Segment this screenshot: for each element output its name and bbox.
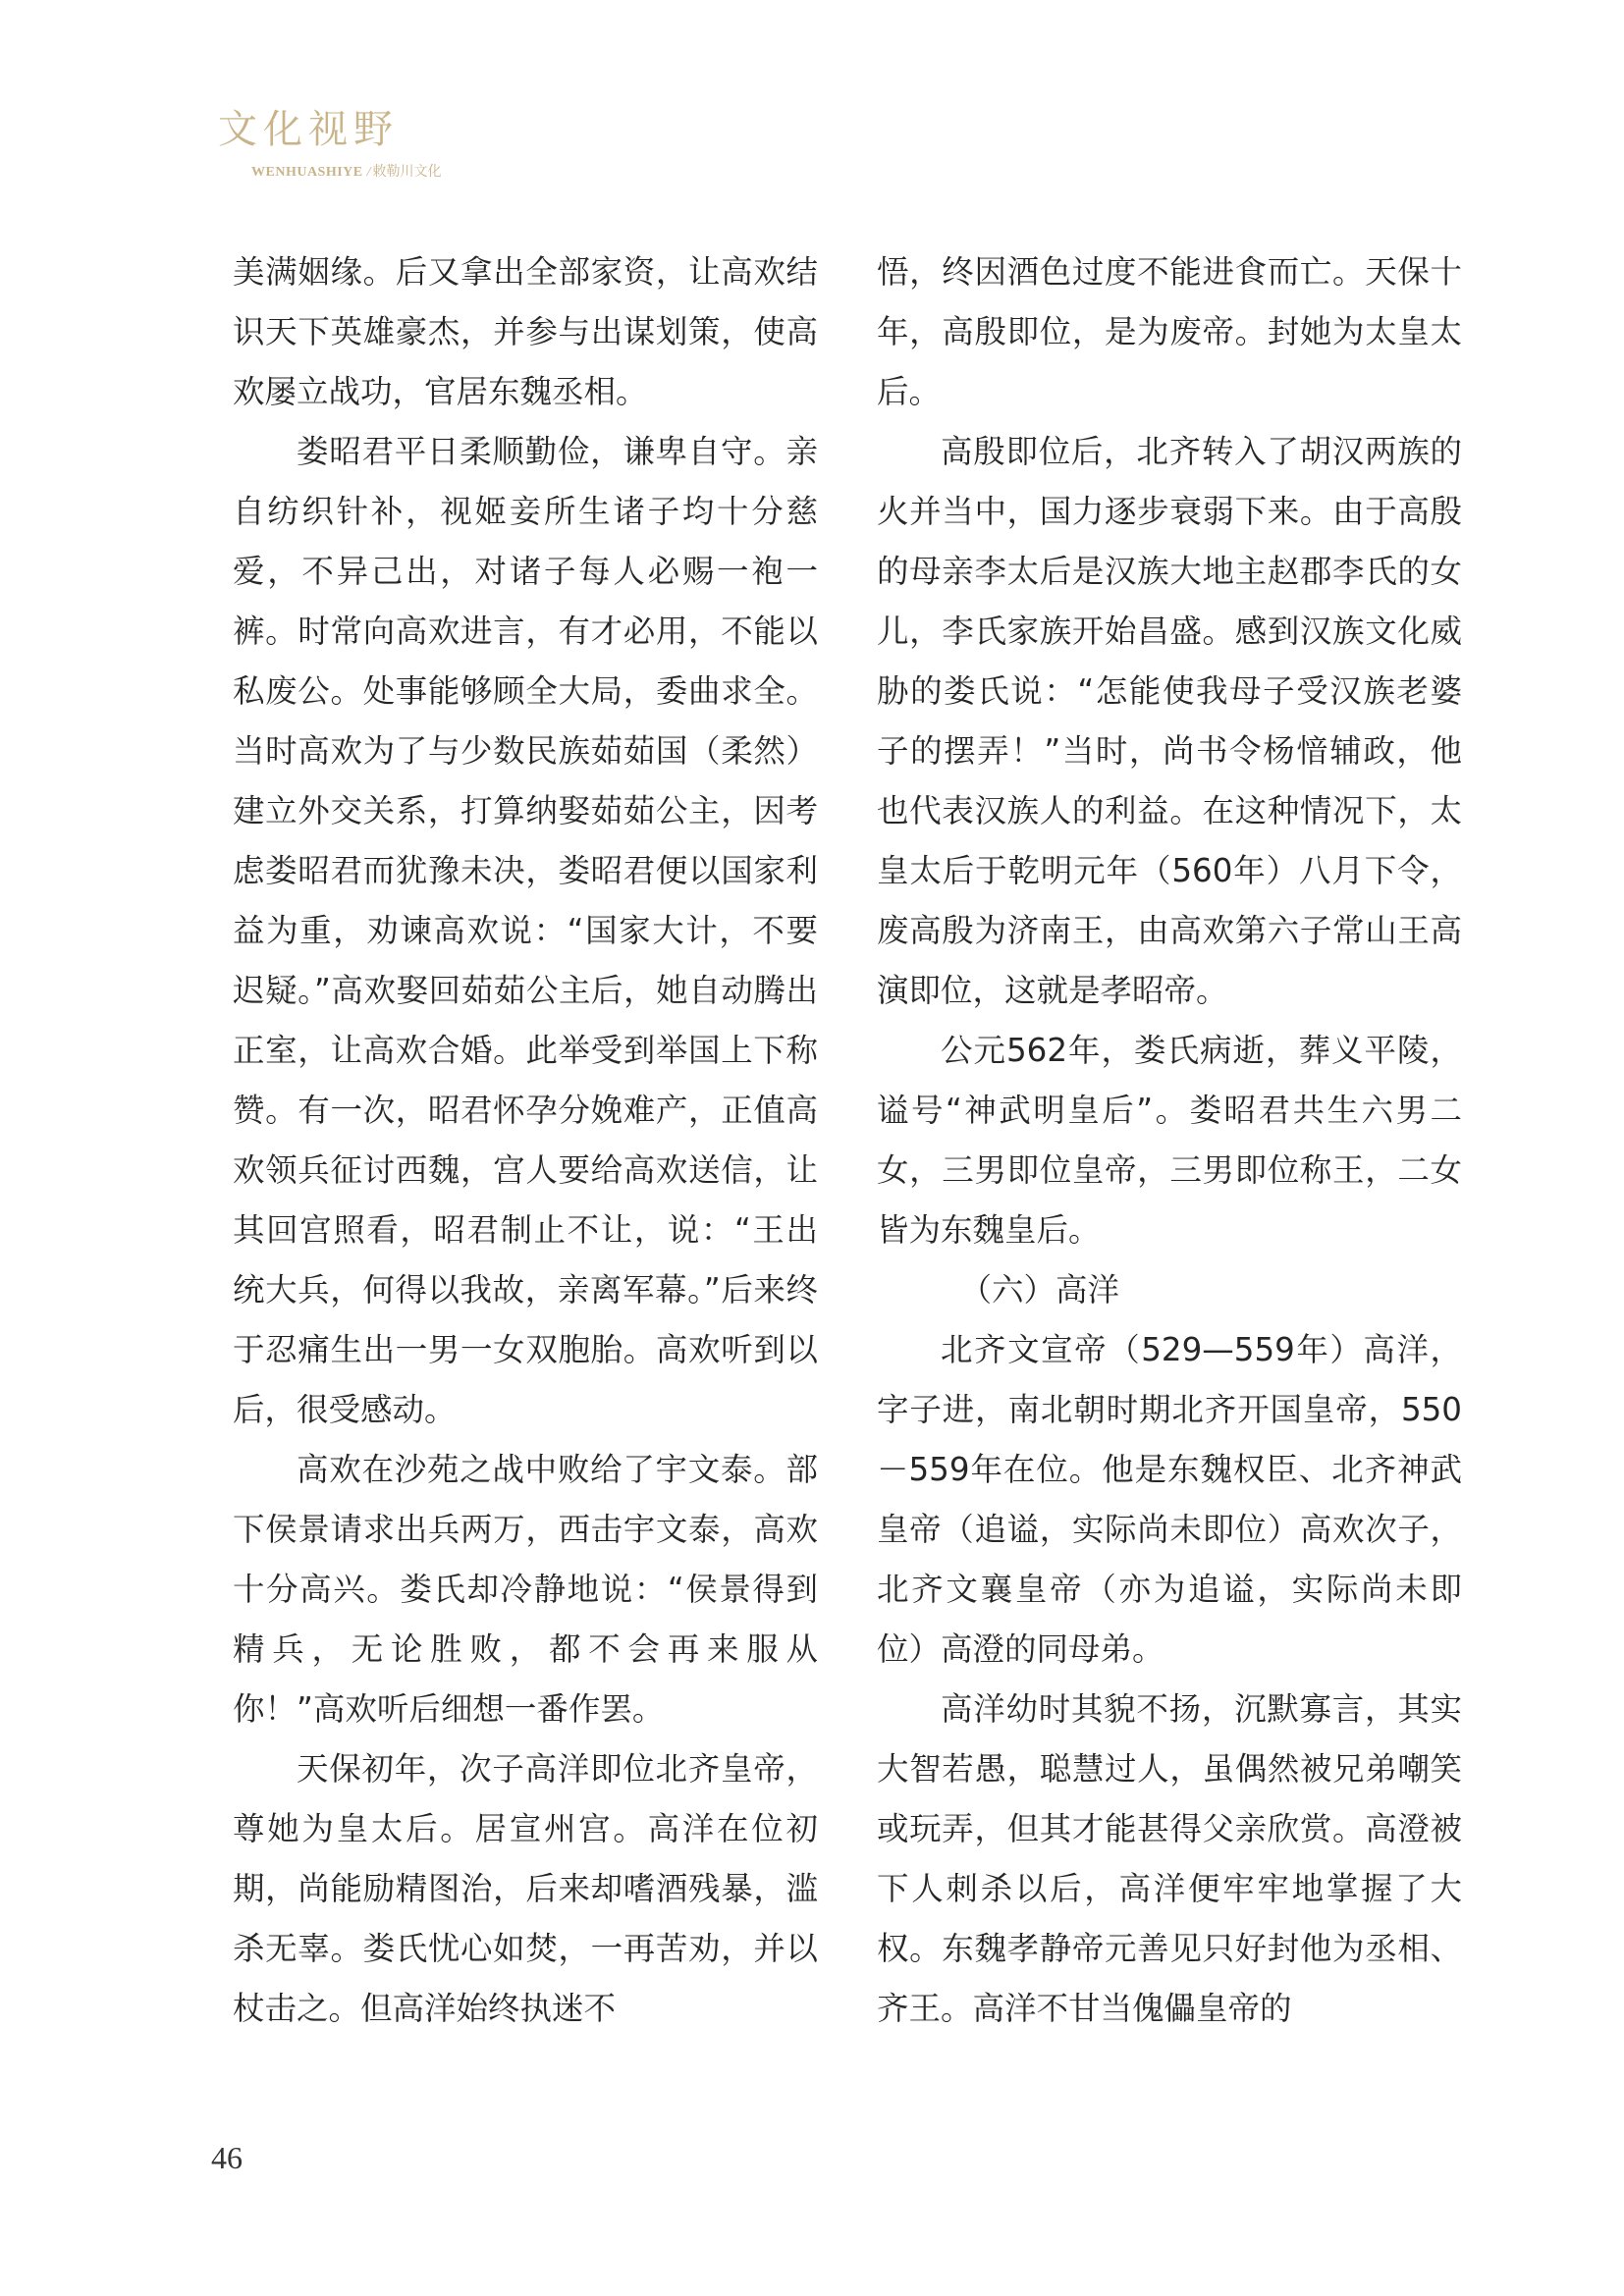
paragraph: 娄昭君平日柔顺勤俭，谦卑自守。亲自纺织针补，视姬妾所生诸子均十分慈爱，不异己出，对诸子每人必赐一袍一裤。时常向高欢进言，有才必用，不能以私废公。处事能够顾全大局，委曲求全。当时高欢为了与少数民族茹茹国（柔然）建立外交关系，打算纳娶茹茹公主，因考虑娄昭君而犹豫未决，娄昭君便以国家利益为重，劝谏高欢说：“国家大计，不要迟疑。”高欢娶回茹茹公主后，她自动腾出正室，让高欢合婚。此举受到举国上下称赞。有一次，昭君怀孕分娩难产，正值高欢领兵征讨西魏，宫人要给高欢送信，让其回宫照看，昭君制止不让，说：“王出统大兵，何得以我故，亲离军幕。”后来终于忍痛生出一男一女双胞胎。高欢听到以后，很受感动。 — [233, 433, 818, 1428]
left-column — [233, 242, 818, 2039]
paragraph: 高洋幼时其貌不扬，沉默寡言，其实大智若愚，聪慧过人，虽偶然被兄弟嘲笑或玩弄，但其才能甚得父亲欣赏。高澄被下人刺杀以后，高洋便牢牢地掌握了大权。东魏孝静帝元善见只好封他为丞相、齐王。高洋不甘当傀儡皇帝的 — [877, 1690, 1462, 2027]
paragraph: 北齐文宣帝（529—559年）高洋，字子进，南北朝时期北齐开国皇帝，550－559年在位。他是东魏权臣、北齐神武皇帝（追谥，实际尚未即位）高欢次子，北齐文襄皇帝（亦为追谥，实际尚未即位）高澄的同母弟。 — [877, 1331, 1462, 1668]
page-number: 46 — [211, 2140, 243, 2175]
right-column — [877, 242, 1462, 2039]
section-latin: WENHUASHIYE — [251, 165, 363, 180]
section-sub-label: 敕勒川文化 — [372, 165, 442, 180]
section-title: 文化视野 — [218, 107, 399, 152]
paragraph: 高殷即位后，北齐转入了胡汉两族的火并当中，国力逐步衰弱下来。由于高殷的母亲李太后是汉族大地主赵郡李氏的女儿，李氏家族开始昌盛。感到汉族文化威胁的娄氏说：“怎能使我母子受汉族老婆子的摆弄！”当时，尚书令杨愔辅政，他也代表汉族人的利益。在这种情况下，太皇太后于乾明元年（560年）八月下令，废高殷为济南王，由高欢第六子常山王高演即位，这就是孝昭帝。 — [877, 433, 1462, 1009]
separator-slash: / — [366, 165, 371, 180]
section-heading: （六）高洋 — [959, 1271, 1120, 1308]
paragraph: 高欢在沙苑之战中败给了宇文泰。部下侯景请求出兵两万，西击宇文泰，高欢十分高兴。娄氏却冷静地说：“侯景得到精兵，无论胜败，都不会再来服从你！”高欢听后细想一番作罢。 — [233, 1451, 818, 1728]
paragraph: 公元562年，娄氏病逝，葬义平陵，谥号“神武明皇后”。娄昭君共生六男二女，三男即位皇帝，三男即位称王，二女皆为东魏皇后。 — [877, 1032, 1462, 1249]
paragraph: 悟，终因酒色过度不能进食而亡。天保十年，高殷即位，是为废帝。封她为太皇太后。 — [877, 253, 1462, 410]
paragraph: 美满姻缘。后又拿出全部家资，让高欢结识天下英雄豪杰，并参与出谋划策，使高欢屡立战功，官居东魏丞相。 — [233, 253, 818, 410]
paragraph: 天保初年，次子高洋即位北齐皇帝，尊她为皇太后。居宣州宫。高洋在位初期，尚能励精图治，后来却嗜酒残暴，滥杀无辜。娄氏忧心如焚，一再苦劝，并以杖击之。但高洋始终执迷不 — [233, 1750, 818, 2027]
section-subtitle — [251, 166, 442, 180]
